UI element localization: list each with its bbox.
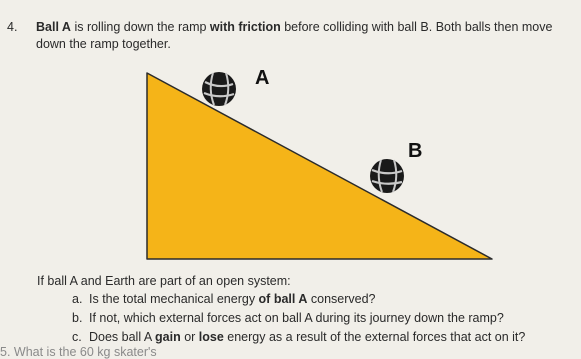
- subquestion-a-letter: a.: [72, 292, 83, 306]
- ball-a-bold: Ball A: [36, 20, 71, 34]
- ball-b-icon: [370, 159, 404, 193]
- question-line-2: down the ramp together.: [36, 37, 171, 51]
- question-text-1a: is rolling down the ramp: [70, 20, 210, 34]
- subquestion-b-letter: b.: [72, 311, 83, 325]
- with-friction-bold: with friction: [209, 20, 281, 34]
- system-statement: If ball A and Earth are part of an open system:: [37, 274, 291, 288]
- lose-bold: lose: [198, 330, 224, 344]
- subquestion-c: [72, 330, 525, 344]
- ball-a-icon: [202, 72, 236, 106]
- subquestion-c-letter: c.: [72, 330, 82, 344]
- of-ball-a-bold: of ball A: [258, 292, 308, 306]
- gain-bold: gain: [155, 330, 181, 344]
- subquestion-c-text-2: energy as a result of the external forces that act on it?: [223, 330, 526, 344]
- subquestion-a-text-1: Is the total mechanical energy: [89, 292, 259, 306]
- subquestion-c-text-mid: or: [180, 330, 199, 344]
- question-number: 4.: [7, 20, 18, 34]
- subquestion-b-text: If not, which external forces act on ball A during its journey down the ramp?: [89, 311, 504, 325]
- label-a: A: [255, 67, 270, 89]
- question-text-1b: before colliding with ball B. Both balls then move: [280, 20, 553, 34]
- subquestion-c-text-1: Does ball A: [89, 330, 156, 344]
- label-b: B: [408, 140, 423, 162]
- subquestion-a-text-2: conserved?: [307, 292, 376, 306]
- subquestion-b: [72, 311, 504, 325]
- ramp-triangle: [147, 73, 492, 259]
- next-question-partial: 5. What is the 60 kg skater's: [0, 345, 157, 359]
- subquestion-a: [72, 292, 376, 306]
